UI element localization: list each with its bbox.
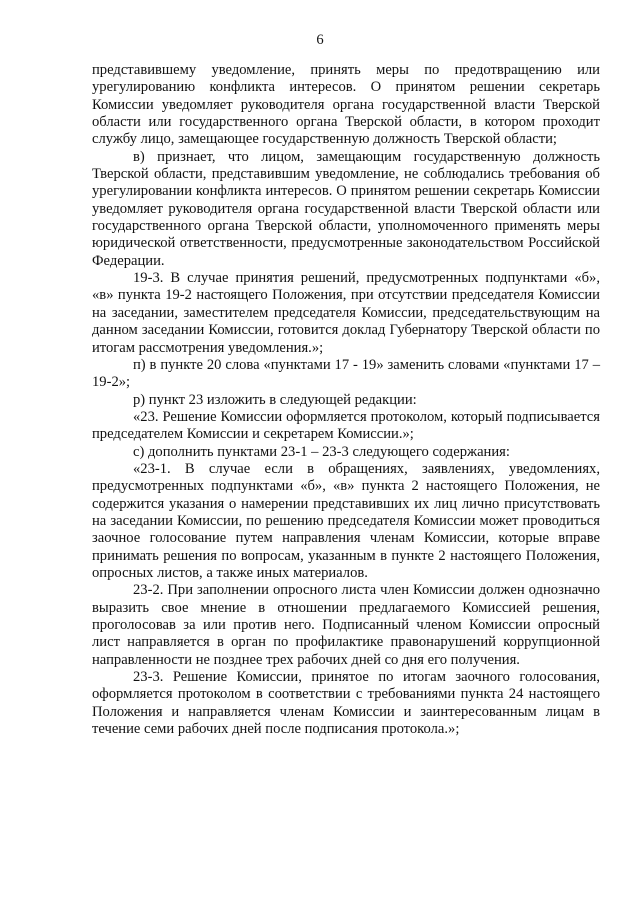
paragraph-19-3: 19-3. В случае принятия решений, предусмотренных подпунктами «б», «в» пункта 19-2 настоящего Положения, при отсутствии председателя Комиссии на заседании, заместителем председателя Комиссии, председательствующим на данном заседании Комиссии, готовится доклад Губернатору Тверской области по итогам рассмотрения уведомления.»; — [92, 270, 600, 356]
paragraph-23-1: «23-1. В случае если в обращениях, заявлениях, уведомлениях, предусмотренных подпунктами «б», «в» пункта 2 настоящего Положения, не содержится указания о намерении представивших их лиц лично присутствовать на заседании Комиссии, по решению председателя Комиссии может проводиться заочное голосование путем направления членам Комиссии, которые вправе принимать решения по вопросам, указанным в пункте 2 настоящего Положения, опросных листов, а также иных материалов. — [92, 460, 600, 581]
paragraph-subitem-v: в) признает, что лицом, замещающим государственную должность Тверской области, представившим уведомление, не соблюдались требования об урегулировании конфликта интересов. О принятом решении секретарь Комиссии уведомляет руководителя органа государственной власти Тверской области или государственного органа Тверской области, уполномоченного применять меры юридической ответственности, предусмотренные законодательством Российской Федерации. — [92, 148, 600, 269]
page-number: 6 — [316, 32, 324, 48]
paragraph-continuation: представившему уведомление, принять меры по предотвращению или урегулированию конфликта интересов. О принятом решении секретарь Комиссии уведомляет руководителя органа государственной власти Тверской области или государственного органа Тверской области, в котором проходит службу лицо, замещающее государственную должность Тверской области; — [92, 62, 600, 148]
paragraph-subitem-p: п) в пункте 20 слова «пунктами 17 - 19» заменить словами «пунктами 17 – 19-2»; — [92, 356, 600, 391]
paragraph-23-2: 23-2. При заполнении опросного листа член Комиссии должен однозначно выразить свое мнение в отношении предлагаемого Комиссией решения, проголосовав за или против него. Подписанный членом Комиссии опросный лист направляется в орган по профилактике правонарушений коррупционной направленности не позднее трех рабочих дней со дня его получения. — [92, 582, 600, 668]
paragraph-23: «23. Решение Комиссии оформляется протоколом, который подписывается председателем Комиссии и секретарем Комиссии.»; — [92, 408, 600, 443]
document-body — [92, 62, 600, 738]
paragraph-23-3: 23-3. Решение Комиссии, принятое по итогам заочного голосования, оформляется протоколом в соответствии с требованиями пункта 24 настоящего Положения и направляется членам Комиссии и заинтересованным лицам в течение семи рабочих дней после подписания протокола.»; — [92, 669, 600, 738]
paragraph-subitem-s: с) дополнить пунктами 23-1 – 23-3 следующего содержания: — [133, 443, 510, 460]
paragraph-subitem-r: р) пункт 23 изложить в следующей редакции: — [133, 391, 417, 408]
